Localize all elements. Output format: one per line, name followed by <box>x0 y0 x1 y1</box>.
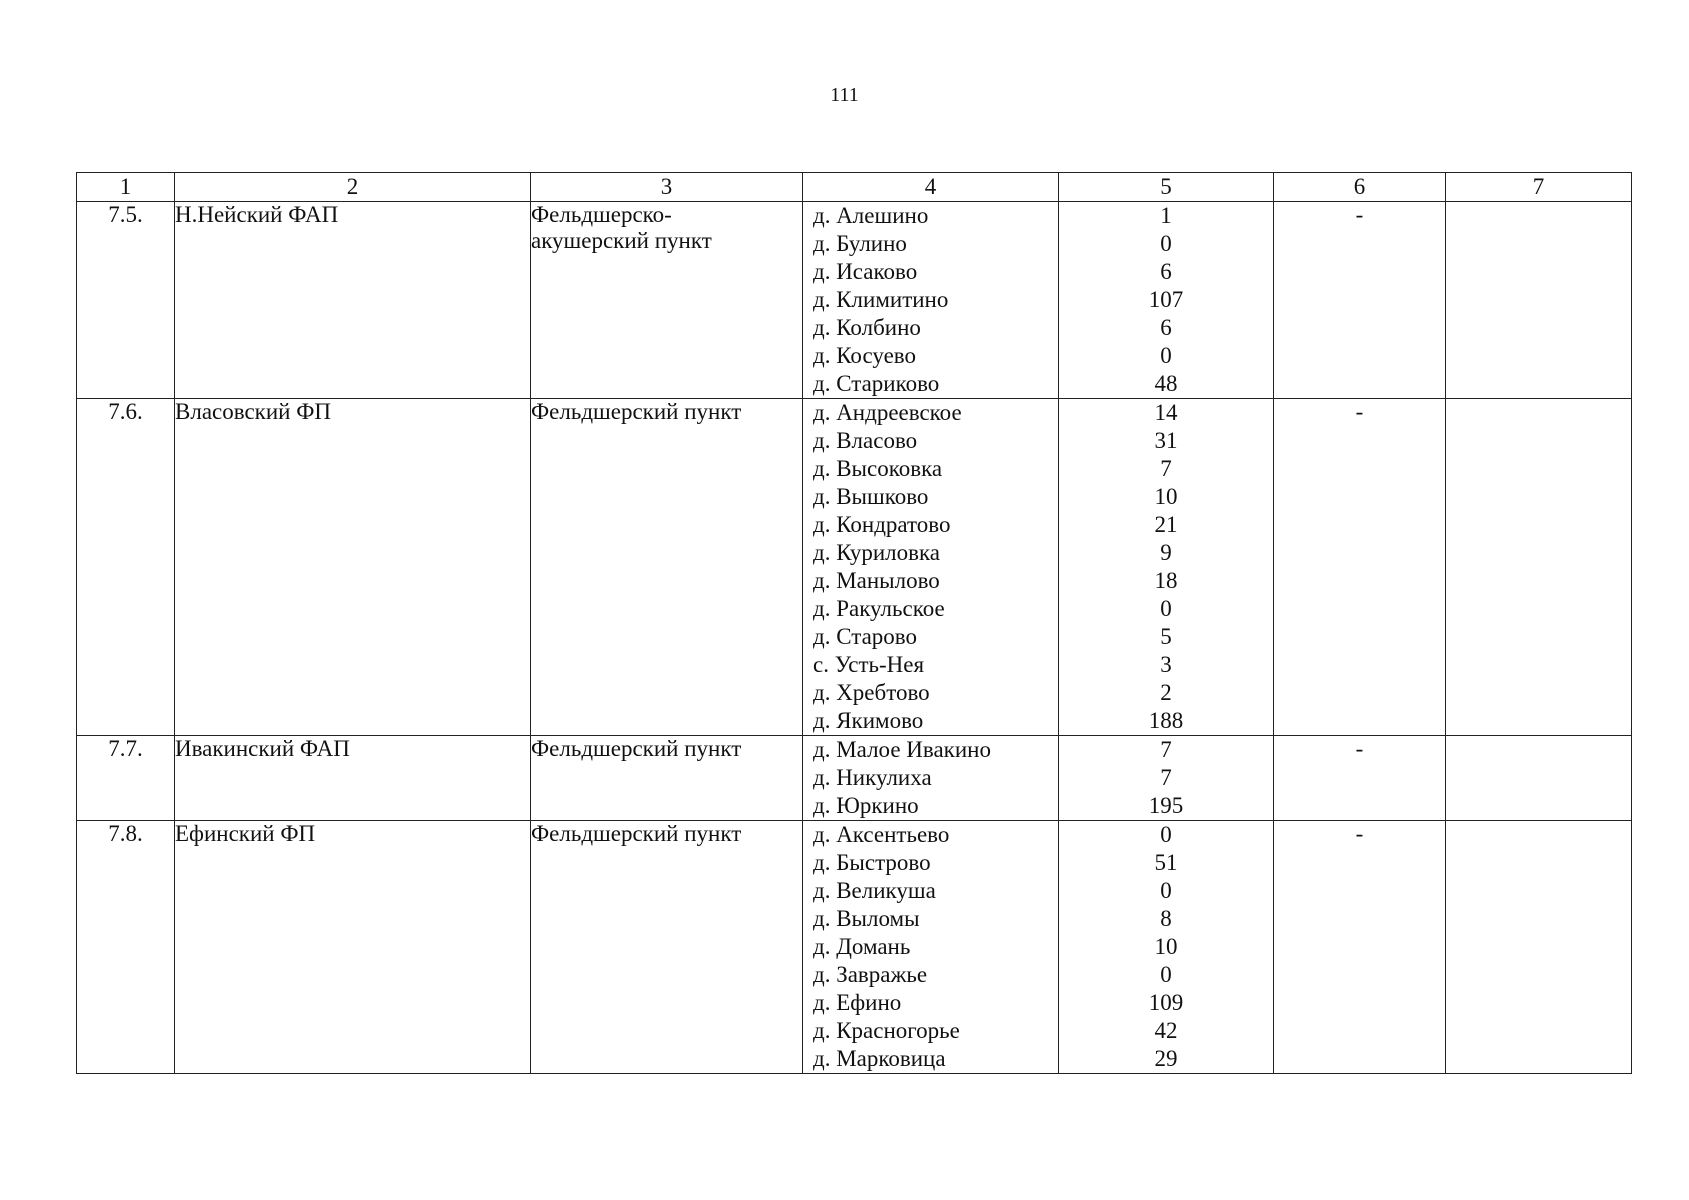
village-count: 6 <box>1160 315 1172 340</box>
facility-type <box>531 821 803 1074</box>
header-row <box>77 173 1632 202</box>
village-count: 109 <box>1148 990 1184 1015</box>
column-6-value: - <box>1274 399 1446 736</box>
village-name: д. Вышково <box>813 484 929 509</box>
column-6-value: - <box>1274 736 1446 821</box>
facility-type <box>531 399 803 736</box>
village-name: д. Великуша <box>813 878 936 903</box>
village-name: д. Климитино <box>813 287 949 312</box>
facility-name: Власовский ФП <box>175 399 531 736</box>
count-list <box>1059 399 1274 736</box>
village-count: 18 <box>1154 568 1178 593</box>
column-header: 3 <box>531 173 803 202</box>
village-name: д. Манылово <box>813 568 940 593</box>
village-name: д. Алешино <box>813 203 929 228</box>
village-name: д. Юркино <box>813 793 919 818</box>
village-count: 31 <box>1154 428 1178 453</box>
village-name: д. Власово <box>813 428 918 453</box>
column-7-value <box>1446 736 1632 821</box>
village-name: д. Хребтово <box>813 680 930 705</box>
village-count: 0 <box>1160 878 1172 903</box>
village-count: 0 <box>1160 231 1172 256</box>
village-count: 7 <box>1160 765 1172 790</box>
village-count: 5 <box>1160 624 1172 649</box>
village-count: 0 <box>1160 343 1172 368</box>
village-count: 0 <box>1160 596 1172 621</box>
village-name: д. Аксентьево <box>813 822 950 847</box>
village-list <box>803 202 1059 399</box>
count-list <box>1059 821 1274 1074</box>
facility-type-line: акушерский пункт <box>531 228 712 253</box>
facility-name: Ивакинский ФАП <box>175 736 531 821</box>
village-name: д. Домань <box>813 934 911 959</box>
village-name: д. Выломы <box>813 906 920 931</box>
column-7-value <box>1446 202 1632 399</box>
village-name: д. Исаково <box>813 259 918 284</box>
table-row <box>77 736 1632 821</box>
row-number: 7.7. <box>77 736 175 821</box>
village-count: 3 <box>1160 652 1172 677</box>
village-name: д. Ракульское <box>813 596 945 621</box>
facility-type-line: Фельдшерско- <box>531 202 672 227</box>
facility-type <box>531 202 803 399</box>
village-name: д. Колбино <box>813 315 921 340</box>
village-name: д. Красногорье <box>813 1018 960 1043</box>
village-list <box>803 399 1059 736</box>
village-name: д. Кондратово <box>813 512 951 537</box>
village-name: д. Никулиха <box>813 765 932 790</box>
count-list <box>1059 736 1274 821</box>
count-list <box>1059 202 1274 399</box>
village-list <box>803 736 1059 821</box>
village-count: 29 <box>1154 1046 1178 1071</box>
village-count: 14 <box>1154 400 1178 425</box>
village-count: 6 <box>1160 259 1172 284</box>
row-number: 7.6. <box>77 399 175 736</box>
village-count: 42 <box>1154 1018 1178 1043</box>
column-6-value: - <box>1274 202 1446 399</box>
village-list <box>803 821 1059 1074</box>
village-count: 2 <box>1160 680 1172 705</box>
village-name: д. Куриловка <box>813 540 940 565</box>
village-name: д. Завражье <box>813 962 928 987</box>
column-header: 4 <box>803 173 1059 202</box>
settlements-table <box>76 172 1632 1074</box>
village-name: д. Ефино <box>813 990 902 1015</box>
table-row <box>77 202 1632 399</box>
village-count: 48 <box>1154 371 1178 396</box>
village-count: 1 <box>1160 203 1172 228</box>
column-header: 5 <box>1059 173 1274 202</box>
column-header: 6 <box>1274 173 1446 202</box>
village-count: 7 <box>1160 737 1172 762</box>
facility-type-line: Фельдшерский пункт <box>531 736 742 761</box>
column-header: 7 <box>1446 173 1632 202</box>
row-number: 7.8. <box>77 821 175 1074</box>
column-header: 1 <box>77 173 175 202</box>
column-7-value <box>1446 399 1632 736</box>
village-name: д. Быстрово <box>813 850 931 875</box>
village-count: 107 <box>1148 287 1184 312</box>
village-count: 51 <box>1154 850 1178 875</box>
village-count: 0 <box>1160 962 1172 987</box>
column-header: 2 <box>175 173 531 202</box>
page-number: 111 <box>830 84 859 106</box>
village-name: д. Малое Ивакино <box>813 737 991 762</box>
facility-name: Н.Нейский ФАП <box>175 202 531 399</box>
village-name: д. Марковица <box>813 1046 946 1071</box>
village-count: 10 <box>1154 484 1178 509</box>
village-name: д. Булино <box>813 231 907 256</box>
village-name: д. Андреевское <box>813 400 962 425</box>
village-name: д. Якимово <box>813 708 924 733</box>
facility-name: Ефинский ФП <box>175 821 531 1074</box>
village-count: 9 <box>1160 540 1172 565</box>
village-name: д. Косуево <box>813 343 916 368</box>
village-count: 8 <box>1160 906 1172 931</box>
row-number: 7.5. <box>77 202 175 399</box>
village-name: д. Старово <box>813 624 917 649</box>
table-row <box>77 821 1632 1074</box>
facility-type <box>531 736 803 821</box>
column-7-value <box>1446 821 1632 1074</box>
village-count: 10 <box>1154 934 1178 959</box>
village-name: д. Высоковка <box>813 456 943 481</box>
column-6-value: - <box>1274 821 1446 1074</box>
village-count: 188 <box>1148 708 1184 733</box>
village-name: д. Стариково <box>813 371 940 396</box>
facility-type-line: Фельдшерский пункт <box>531 399 742 424</box>
village-count: 21 <box>1154 512 1178 537</box>
table-row <box>77 399 1632 736</box>
village-count: 195 <box>1148 793 1184 818</box>
facility-type-line: Фельдшерский пункт <box>531 821 742 846</box>
village-name: с. Усть-Нея <box>813 652 925 677</box>
village-count: 0 <box>1160 822 1172 847</box>
village-count: 7 <box>1160 456 1172 481</box>
